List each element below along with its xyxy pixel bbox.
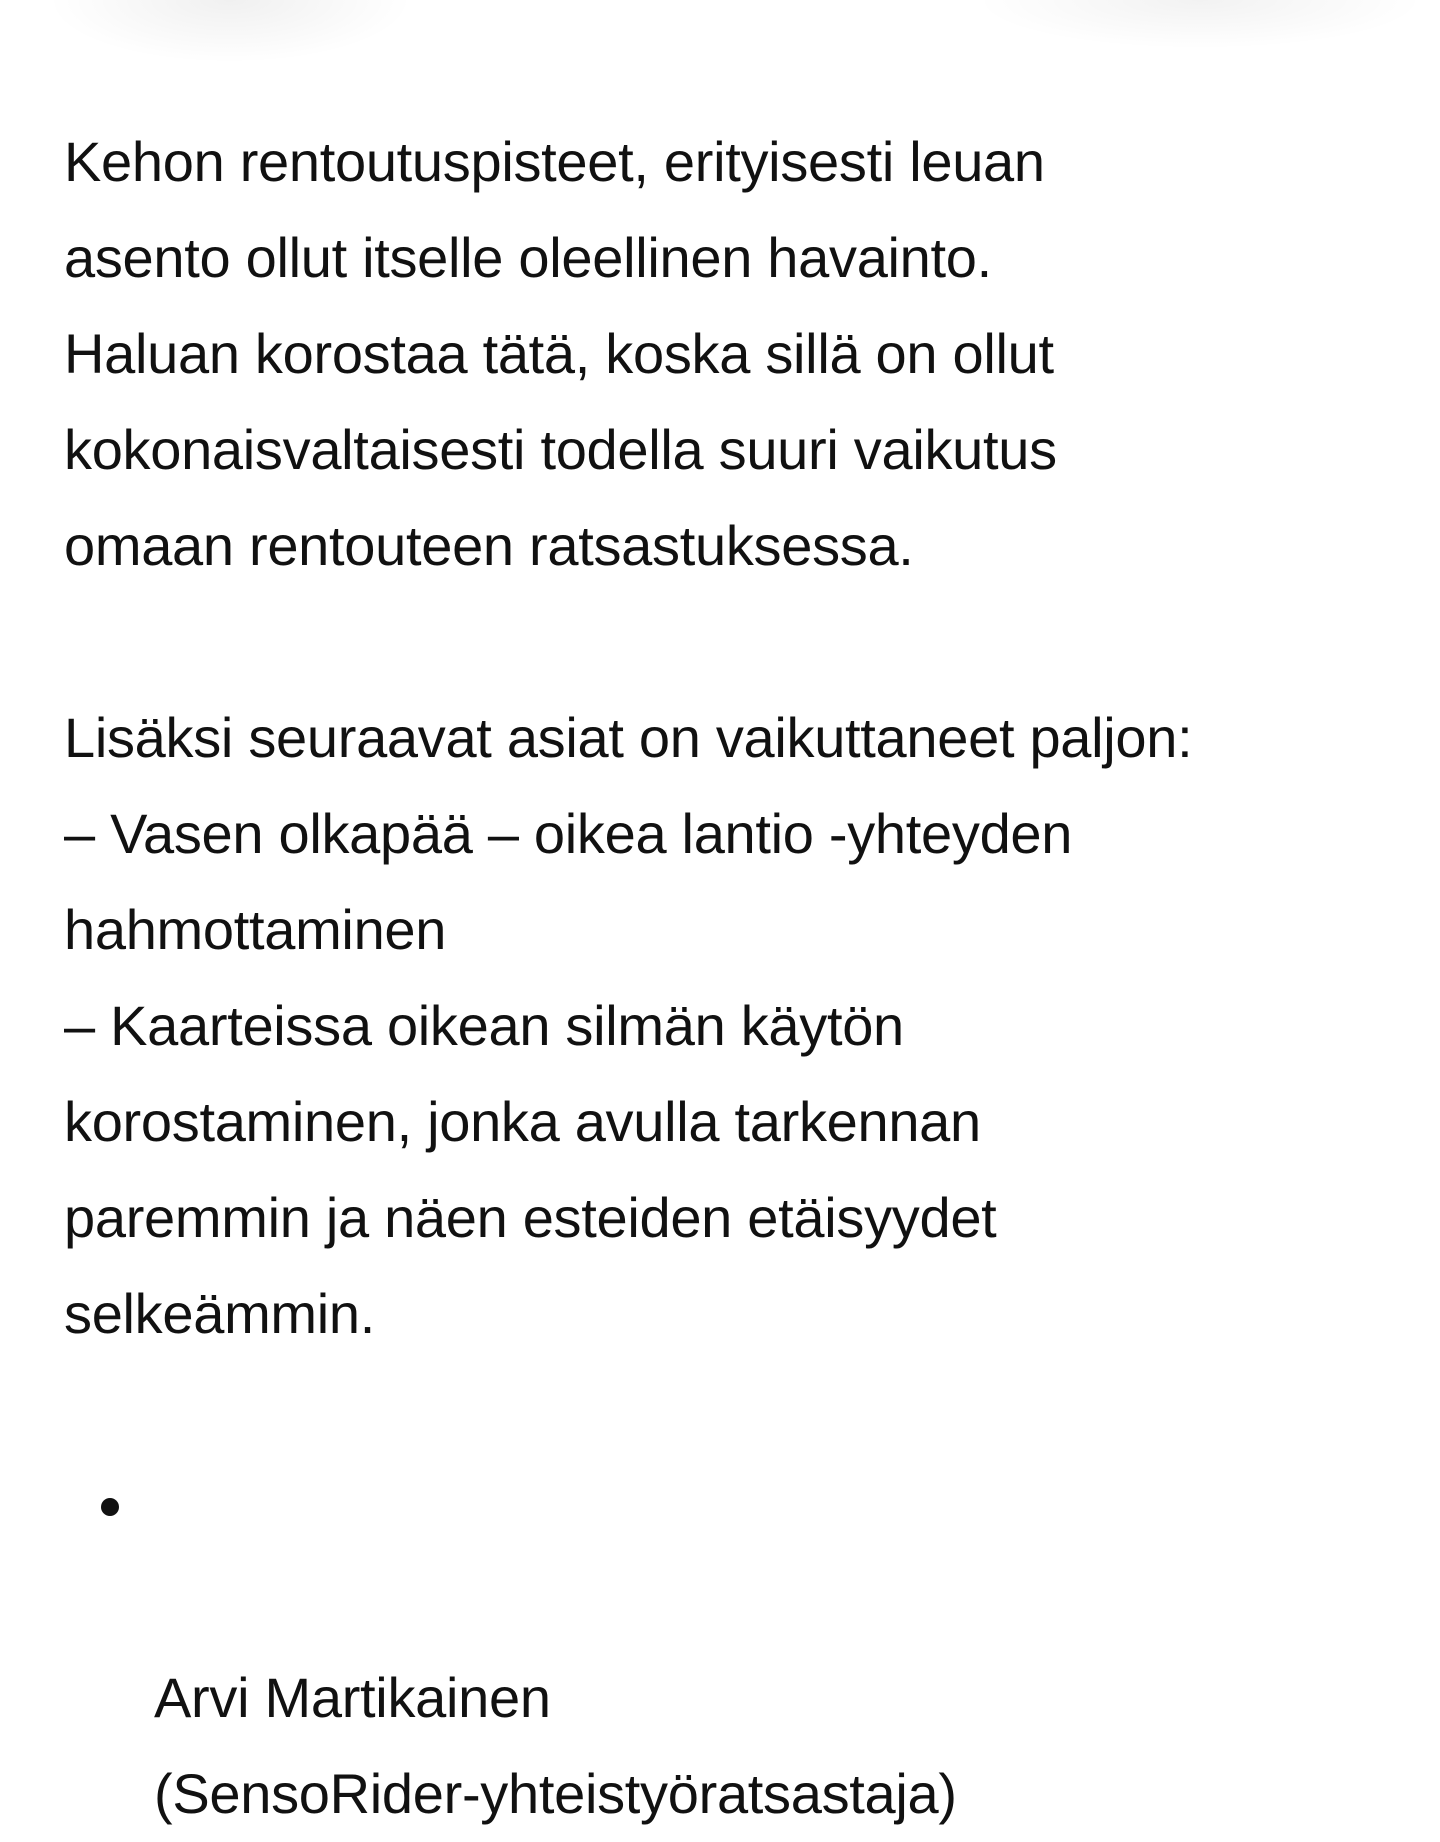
list-item: [64, 1458, 1404, 1842]
top-shadow: [0, 0, 1440, 120]
article-body: [64, 114, 1404, 1842]
paragraph-additional-points: Lisäksi seuraavat asiat on vaikuttaneet paljon: – Vasen olkapää – oikea lantio -yhteyden hahmottaminen – Kaarteissa oikean silmän käytön korostaminen, jonka avulla tarkennan paremmin ja näen esteiden etäisyydet selkeämmin.: [64, 706, 1193, 1345]
attribution-text: Arvi Martikainen (SensoRider-yhteistyöratsastaja): [154, 1666, 957, 1825]
paragraph-relaxation-points: Kehon rentoutuspisteet, erityisesti leuan asento ollut itselle oleellinen havainto. Haluan korostaa tätä, koska sillä on ollut kokonaisvaltaisesti todella suuri vaikutus omaan rentouteen ratsastuksessa.: [64, 130, 1057, 577]
bullet-icon: [101, 1498, 119, 1516]
attribution-list: [64, 1458, 1404, 1842]
